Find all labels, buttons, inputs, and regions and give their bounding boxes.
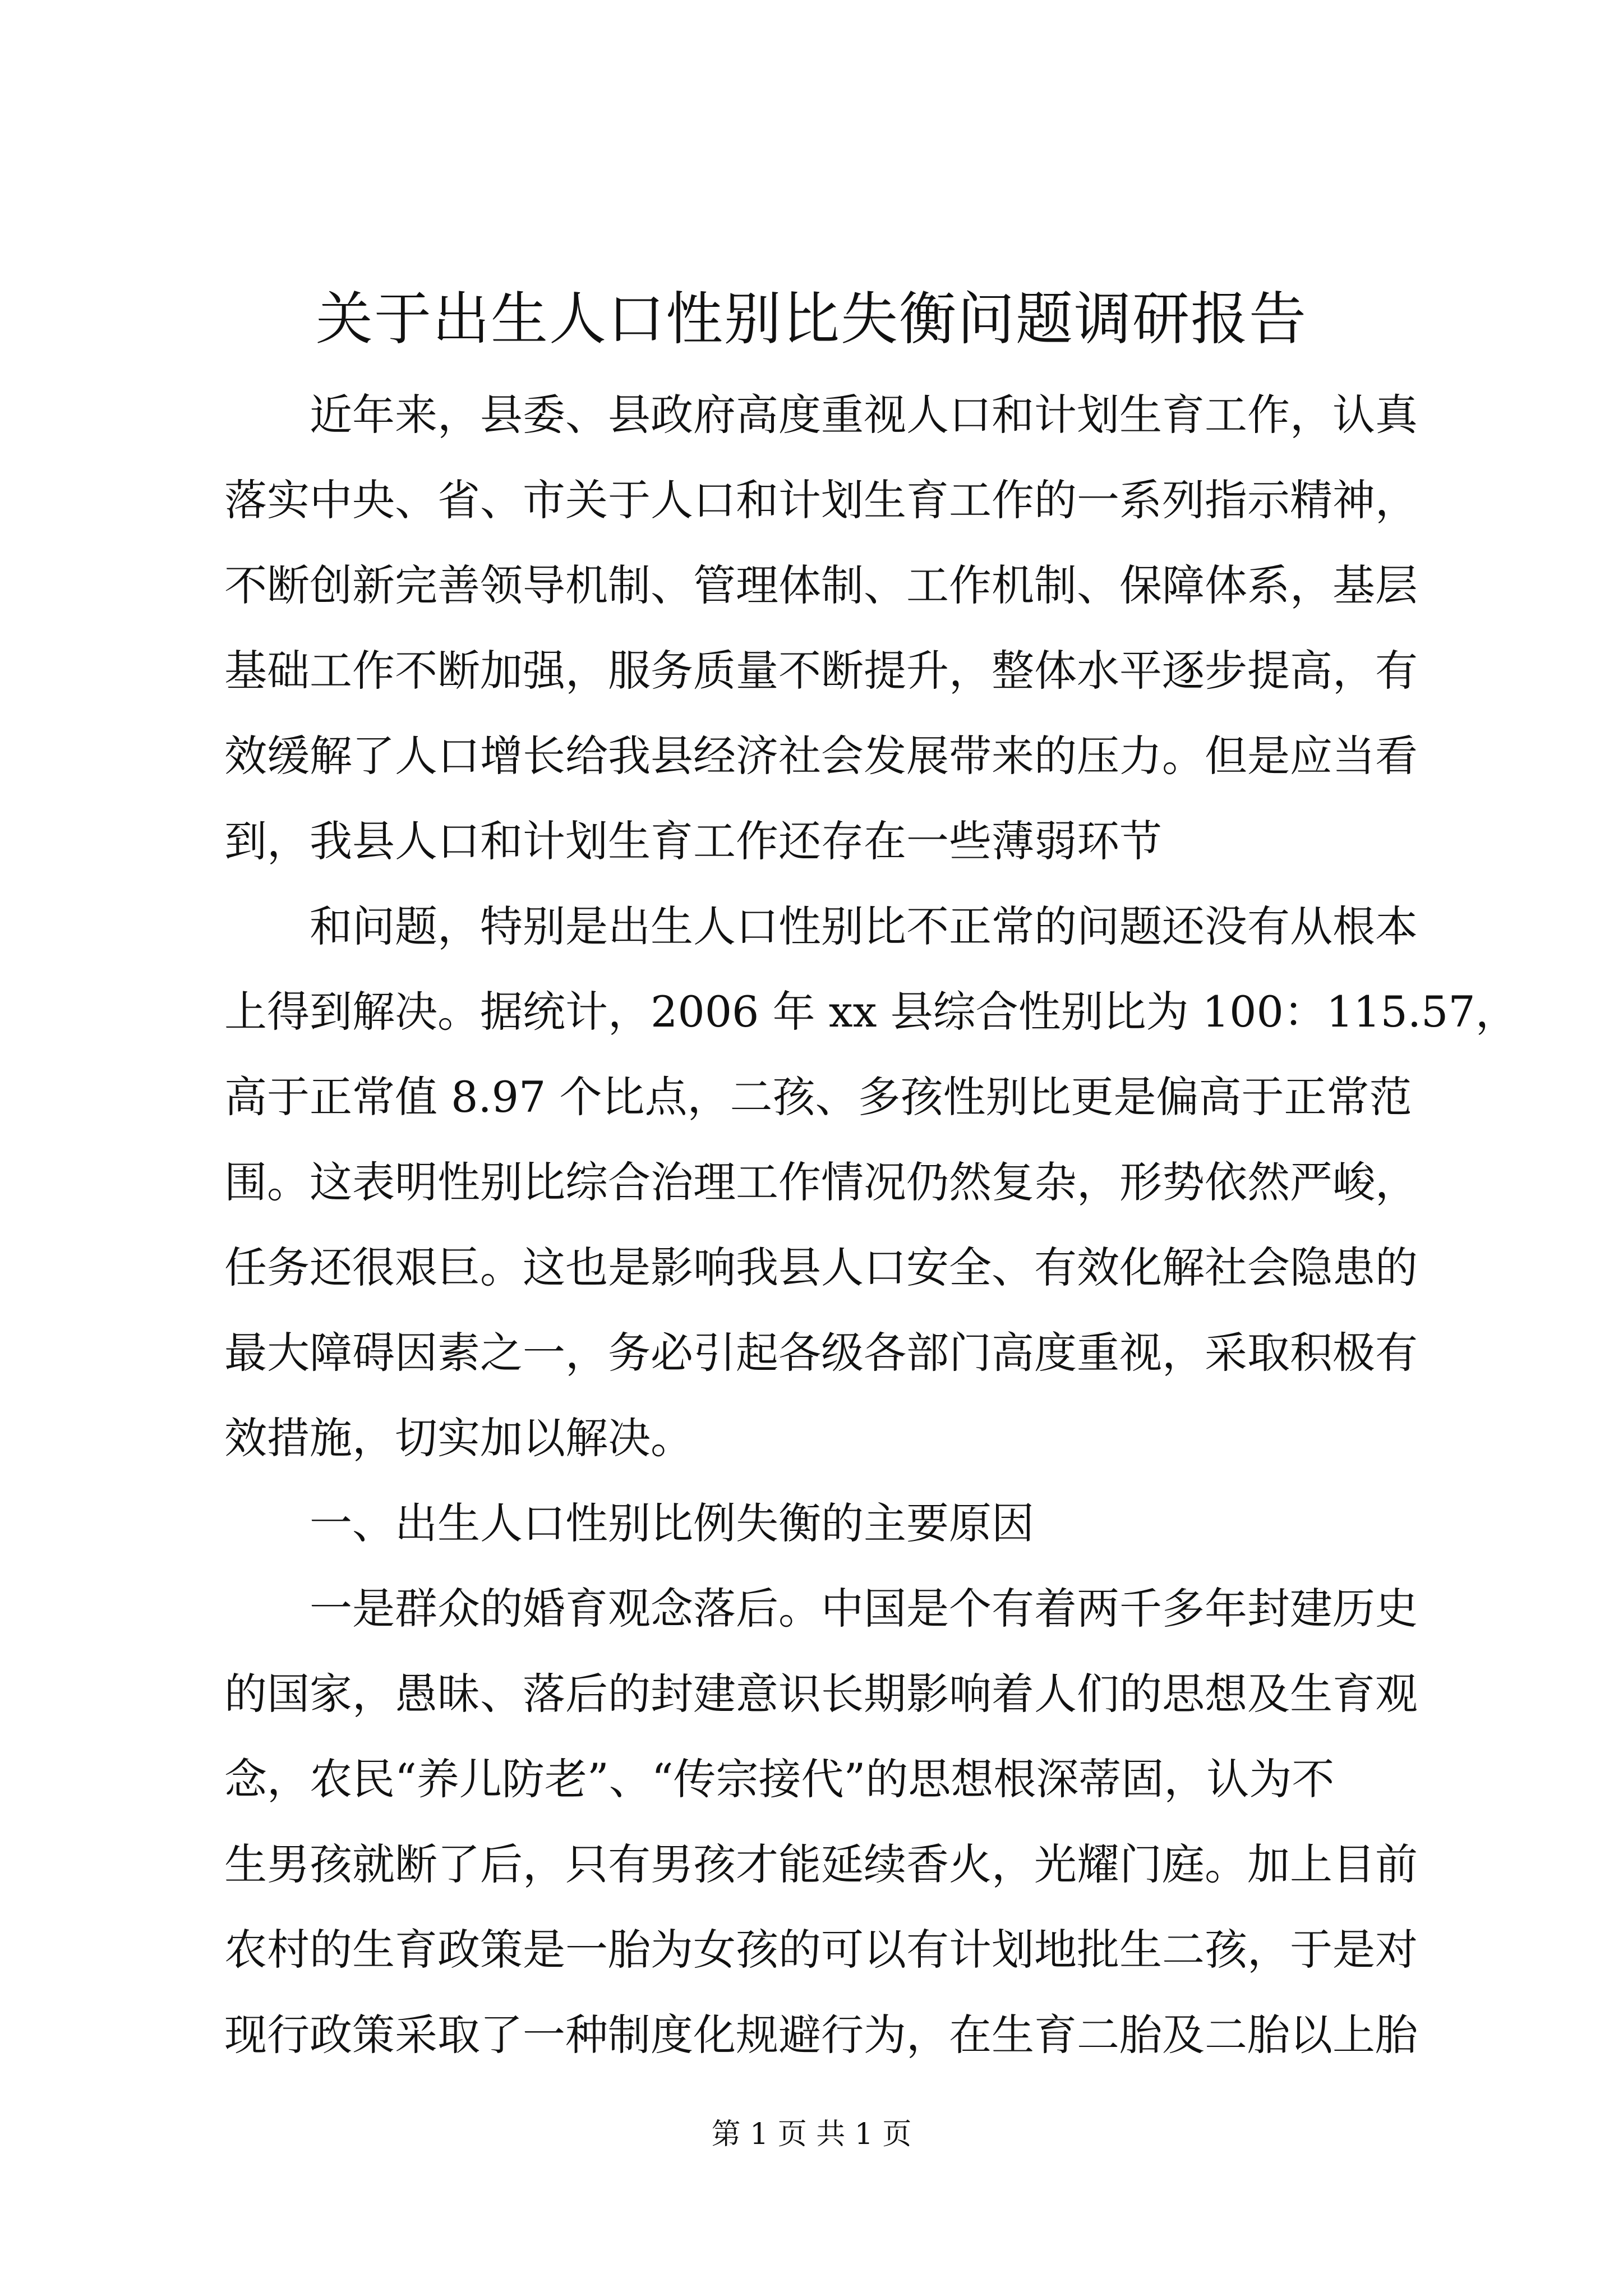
body-line: 到，我县人口和计划生育工作还存在一些薄弱环节 (224, 816, 1162, 866)
body-line: 效缓解了人口增长给我县经济社会发展带来的压力。但是应当看 (224, 731, 1418, 781)
body-line: 念，农民“养儿防老”、“传宗接代”的思想根深蒂固，认为不 (224, 1754, 1335, 1804)
body-line: 基础工作不断加强，服务质量不断提升，整体水平逐步提高，有 (224, 646, 1418, 696)
document-title: 关于出生人口性别比失衡问题调研报告 (316, 286, 1307, 353)
body-line: 现行政策采取了一种制度化规避行为，在生育二胎及二胎以上胎 (224, 2010, 1418, 2060)
body-line: 上得到解决。据统计，2006 年 xx 县综合性别比为 100：115.57， (224, 987, 1518, 1037)
page-number-footer: 第 1 页 共 1 页 (711, 2118, 912, 2151)
body-line: 效措施，切实加以解决。 (224, 1413, 693, 1463)
body-line: 生男孩就断了后，只有男孩才能延续香火，光耀门庭。加上目前 (224, 1839, 1418, 1889)
body-line: 的国家，愚昧、落后的封建意识长期影响着人们的思想及生育观 (224, 1669, 1418, 1719)
section-heading: 一、出生人口性别比例失衡的主要原因 (224, 1498, 1034, 1548)
body-line: 落实中央、省、市关于人口和计划生育工作的一系列指示精神， (224, 475, 1418, 525)
body-line: 不断创新完善领导机制、管理体制、工作机制、保障体系，基层 (224, 560, 1418, 610)
body-line: 农村的生育政策是一胎为女孩的可以有计划地批生二孩，于是对 (224, 1925, 1418, 1975)
body-line: 一是群众的婚育观念落后。中国是个有着两千多年封建历史 (224, 1584, 1418, 1634)
body-line: 近年来，县委、县政府高度重视人口和计划生育工作，认真 (224, 390, 1418, 440)
body-line: 最大障碍因素之一，务必引起各级各部门高度重视，采取积极有 (224, 1328, 1418, 1378)
body-line: 围。这表明性别比综合治理工作情况仍然复杂，形势依然严峻， (224, 1157, 1418, 1207)
body-line: 任务还很艰巨。这也是影响我县人口安全、有效化解社会隐患的 (224, 1243, 1418, 1292)
body-line: 和问题，特别是出生人口性别比不正常的问题还没有从根本 (224, 901, 1418, 951)
body-line: 高于正常值 8.97 个比点，二孩、多孩性别比更是偏高于正常范 (224, 1072, 1412, 1122)
